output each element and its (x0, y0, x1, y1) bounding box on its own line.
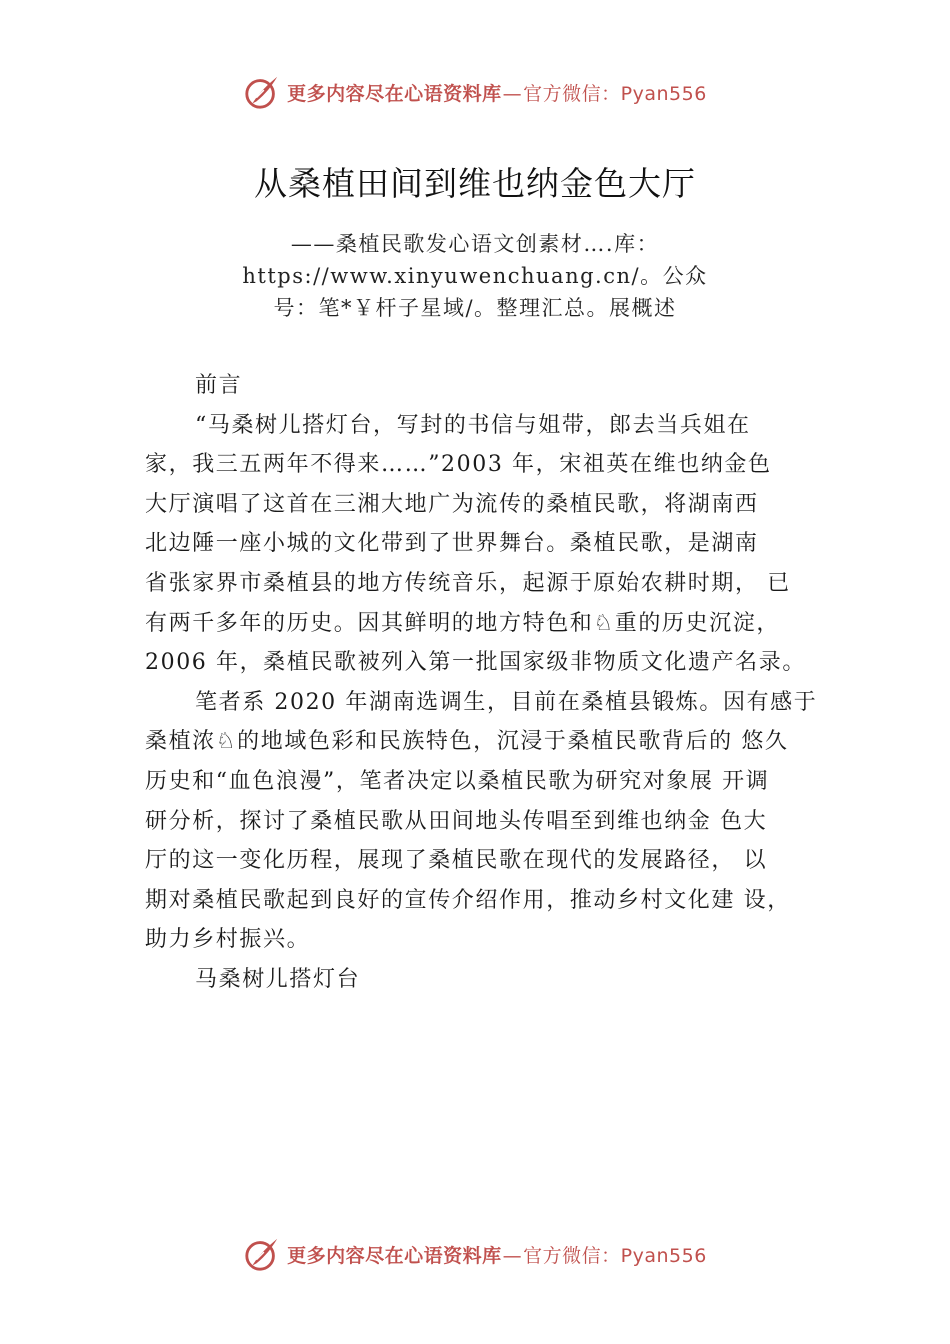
document-body (145, 366, 835, 1000)
subtitle-line: ——桑植民歌发心语文创素材….库： (290, 232, 660, 256)
body-line: 笔者系 2020 年湖南选调生，目前在桑植县锻炼。因有感于 (195, 689, 818, 715)
banner-main-text: 更多内容尽在心语资料库 (287, 1244, 502, 1267)
body-line: 有两千多年的历史。因其鲜明的地方特色和♘重的历史沉淀， (145, 610, 780, 636)
body-line: 省张家界市桑植县的地方传统音乐，起源于原始农耕时期， 已 (145, 570, 791, 596)
body-line: 大厅演唱了这首在三湘大地广为流传的桑植民歌，将湖南西 (145, 491, 759, 517)
subtitle-line: 号：笔*￥杆子星域/。整理汇总。展概述 (273, 296, 677, 320)
body-line: 助力乡村振兴。 (145, 927, 311, 953)
quill-logo-icon (243, 73, 281, 111)
header-banner (0, 70, 950, 114)
banner-wechat-text: 官方微信：Pyan556 (523, 1244, 707, 1267)
banner-separator: — (502, 1244, 523, 1267)
body-line: 家，我三五两年不得来……”2003 年，宋祖英在维也纳金色 (145, 452, 772, 478)
body-line: 研分析，探讨了桑植民歌从田间地头传唱至到维也纳金 色大 (145, 808, 768, 834)
document-title: 从桑植田间到维也纳金色大厅 (254, 164, 696, 203)
body-line: 桑植浓♘的地域色彩和民族特色，沉浸于桑植民歌背后的 悠久 (145, 729, 789, 755)
footer-banner (0, 1232, 950, 1276)
banner-main-text: 更多内容尽在心语资料库 (287, 82, 502, 105)
quill-logo-icon (243, 1235, 281, 1273)
body-line: 北边陲一座小城的文化带到了世界舞台。桑植民歌，是湖南 (145, 531, 759, 557)
banner-separator: — (502, 82, 523, 105)
body-line: 2006 年，桑植民歌被列入第一批国家级非物质文化遗产名录。 (145, 650, 806, 676)
section-heading-preface: 前言 (195, 373, 243, 398)
document-subtitle (175, 228, 775, 324)
body-line: 期对桑植民歌起到良好的宣传介绍作用，推动乡村文化建 设， (145, 887, 791, 913)
banner-wechat-text: 官方微信：Pyan556 (523, 82, 707, 105)
banner-text (287, 79, 707, 106)
body-line: “马桑树儿搭灯台，写封的书信与姐带，郎去当兵姐在 (195, 412, 751, 438)
subtitle-line: https://www.xinyuwenchuang.cn/。公众 (242, 264, 708, 288)
banner-text (287, 1241, 707, 1268)
section-heading-mulberry: 马桑树儿搭灯台 (195, 966, 361, 992)
body-line: 厅的这一变化历程，展现了桑植民歌在现代的发展路径， 以 (145, 848, 768, 874)
body-line: 历史和“血色浪漫”，笔者决定以桑植民歌为研究对象展 开调 (145, 768, 770, 794)
